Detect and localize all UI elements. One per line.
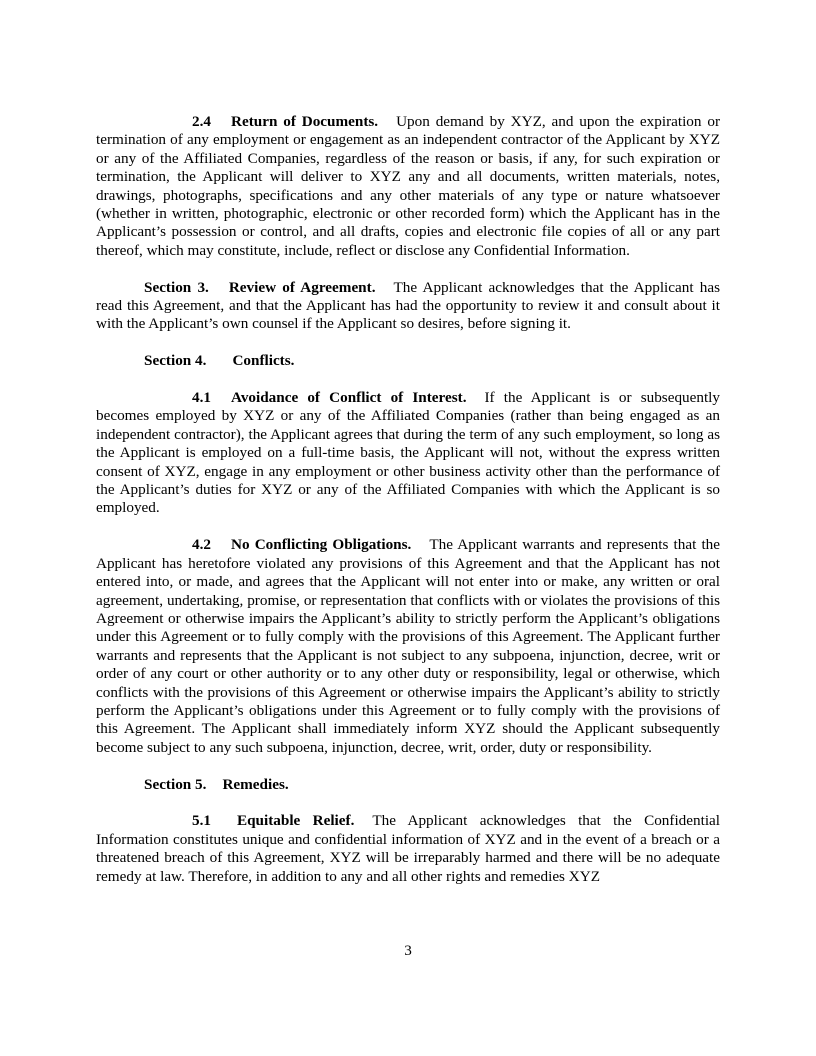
page-number: 3: [404, 942, 412, 959]
paragraph-2-4: [96, 113, 720, 260]
clause-text: If the Applicant is or subsequently becomes employed by XYZ or any of the Affiliated Companies (rather than being engaged as an independent contractor), the Applicant agrees that during the term of any such employment, so long as the Applicant is employed on a full-time basis, the Applicant will not, without the express written consent of XYZ, engage in any employment or other business activity other than the performance of the Applicant’s duties for XYZ or any of the Affiliated Companies with which the Applicant is so employed.: [96, 389, 721, 517]
paragraph-section-3: [96, 279, 720, 334]
section-number: Section 5.: [144, 775, 207, 793]
clause-number: 4.1: [192, 389, 211, 407]
clause-heading: No Conflicting Obligations.: [230, 536, 412, 554]
paragraph-4-1: [96, 389, 720, 518]
section-number: Section 3.: [144, 278, 209, 296]
section-text: The Applicant acknowledges that the Applicant has read this Agreement, and that the Applicant has had the opportunity to review it and consult about it with the Applicant’s own counsel if the Applicant so desires, before signing it.: [96, 278, 721, 333]
clause-number: 5.1: [192, 812, 211, 830]
clause-heading: Avoidance of Conflict of Interest.: [230, 389, 467, 407]
section-heading: Review of Agreement.: [228, 278, 376, 296]
paragraph-5-1: [96, 812, 720, 886]
clause-heading: Return of Documents.: [230, 113, 379, 130]
clause-heading: Equitable Relief.: [236, 812, 355, 830]
clause-number: 2.4: [192, 113, 211, 130]
section-heading: Remedies.: [222, 775, 289, 793]
clause-text: The Applicant acknowledges that the Confidential Information constitutes unique and confidential information of XYZ and in the event of a breach or a threatened breach of this Agreement, XYZ will be irreparably harmed and there will be no adequate remedy at law. Therefore, in addition to any and all other rights and remedies XYZ: [96, 812, 720, 885]
document-body: [96, 113, 720, 886]
paragraph-section-4: [96, 352, 720, 370]
paragraph-section-5: [96, 776, 720, 794]
section-number: Section 4.: [144, 352, 207, 370]
clause-text: Upon demand by XYZ, and upon the expiration or termination of any employment or engagement as an independent contractor of the Applicant by XYZ or any of the Affiliated Companies, regardless of the reason or basis, if any, for such expiration or termination, the Applicant will deliver to XYZ any and all documents, written materials, notes, drawings, photographs, specifications and any other materials of any type or nature whatsoever (whether in written, photographic, electronic or other recorded form) which the Applicant has in the Applicant’s possession or control, and all drafts, copies and electronic file copies of all or any part thereof, which may constitute, include, reflect or disclose any Confidential Information.: [96, 113, 720, 259]
clause-text: The Applicant warrants and represents that the Applicant has heretofore violated any provisions of this Agreement and that the Applicant has not entered into, or made, and agrees that the Applicant will not enter into or make, any written or oral agreement, undertaking, promise, or representation that conflicts with or violates the provisions of this Agreement or otherwise impairs the Applicant’s ability to strictly perform the Applicant’s obligations under this Agreement or to fully comply with the provisions of this Agreement. The Applicant further warrants and represents that the Applicant is not subject to any subpoena, injunction, decree, writ or order of any court or other authority or to any other duty or responsibility, legal or otherwise, which conflicts with the provisions of this Agreement or otherwise impairs the Applicant’s ability to strictly perform the Applicant’s obligations under this Agreement or to fully comply with the provisions of this Agreement. The Applicant shall immediately inform XYZ should the Applicant subsequently become subject to any such subpoena, injunction, decree, writ, order, duty or responsibility.: [96, 536, 720, 756]
clause-number: 4.2: [192, 536, 211, 554]
paragraph-4-2: [96, 536, 720, 757]
section-heading: Conflicts.: [232, 352, 295, 370]
